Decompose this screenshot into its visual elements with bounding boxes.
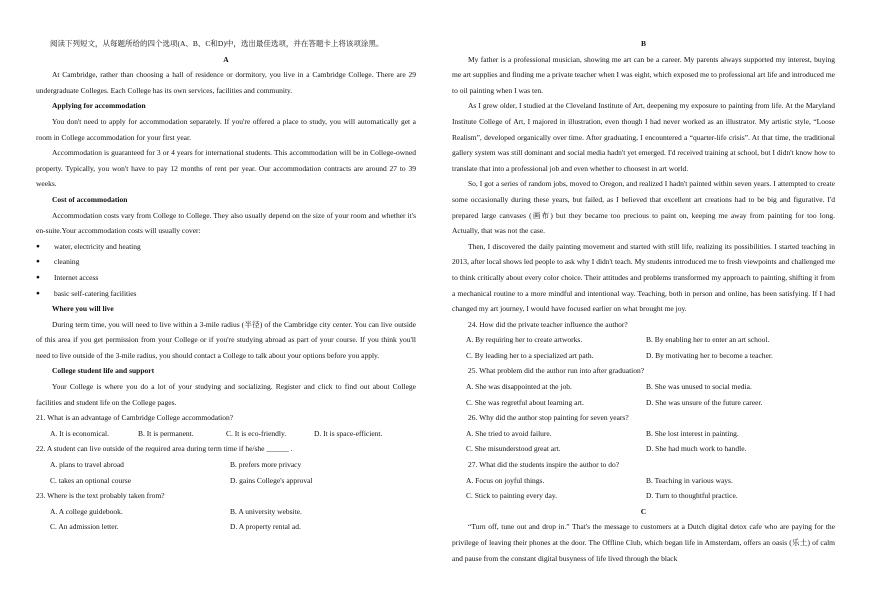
left-column — [36, 36, 416, 535]
option-c: C. She was regretful about learning art. — [466, 397, 584, 407]
option-d: D. By motivating her to become a teacher. — [646, 350, 773, 360]
question-26: 26. Why did the author stop painting for seven years? — [468, 413, 629, 423]
option-a: A. Focus on joyful things. — [466, 475, 545, 485]
question-27: 27. What did the students inspire the author to do? — [468, 460, 620, 470]
question-21-options — [36, 426, 416, 442]
option-d: D. It is space-efficient. — [314, 428, 383, 438]
option-d: D. She had much work to handle. — [646, 444, 747, 454]
instructions: 阅读下列短文，从每题所给的四个选项(A、B、C和D)中，选出最佳选项，并在答题卡上将该项涂黑。 — [50, 39, 384, 48]
heading-where: Where you will live — [52, 304, 114, 314]
question-24-options — [452, 332, 835, 363]
option-d: D. gains College's approval — [230, 475, 313, 485]
option-c: C. By leading her to a specialized art path. — [466, 350, 594, 360]
option-c: C. Stick to painting every day. — [466, 491, 557, 501]
passage-a-para4: Accommodation costs vary from College to College. They also usually depend on the size of your room and whether it's en-suite.Your accommodation costs will usually cover: — [36, 210, 416, 236]
option-b: B. She was unused to social media. — [646, 382, 752, 392]
option-b: B. prefers more privacy — [230, 460, 302, 470]
passage-c-title: C — [640, 506, 647, 516]
option-c: C. She misunderstood great art. — [466, 444, 561, 454]
option-b: B. A university website. — [230, 506, 302, 516]
option-a: A. She was disappointed at the job. — [466, 382, 572, 392]
passage-b-para1: My father is a professional musician, showing me art can be a career. My parents always supported my interest, buying me art supplies and finding me a private teacher when I was eight, which exposed me to professional art life and introduced me to oil painting when I was ten. — [452, 54, 835, 95]
passage-b-para4: Then, I discovered the daily painting movement and started with still life, realizing its possibilities. I started teaching in 2013, after local shows led people to ask why I didn't teach. My students introduced me to fresh viewpoints and challenged me to think critically about every color choice. Their attitudes and problems transformed my approach to painting, shifting it from a mechanical routine to a more mindful and intentional way. Teaching, both in person and online, has been satisfying. If I had changed my art journey, I would have focused earlier on what brought me joy. — [452, 241, 835, 314]
option-a: A. She tried to avoid failure. — [466, 428, 552, 438]
heading-student-life: College student life and support — [52, 366, 155, 376]
list-item: ● Internet access — [36, 270, 416, 286]
question-21: 21. What is an advantage of Cambridge College accommodation? — [36, 413, 234, 423]
passage-a-para2: You don't need to apply for accommodation separately. If you're offered a place to study, you will automatically get a room in College accommodation for your first year. — [36, 116, 416, 142]
passage-a-para1: At Cambridge, rather than choosing a hall of residence or dormitory, you live in a Cambridge College. There are 29 undergraduate Colleges. Each College has its own services, facilities and community. — [36, 70, 416, 95]
option-a: A. A college guidebook. — [50, 506, 123, 516]
option-b: B. She lost interest in painting. — [646, 428, 739, 438]
list-item: ● basic self-catering facilities — [36, 286, 416, 302]
option-a: A. plans to travel abroad — [50, 460, 124, 470]
option-a: A. By requiring her to create artworks. — [466, 335, 583, 345]
option-d: D. She was unsure of the future career. — [646, 397, 763, 407]
question-25-options — [452, 379, 835, 410]
list-item: ● water, electricity and heating — [36, 239, 416, 255]
passage-a-para5: During term time, you will need to live within a 3-mile radius (半径) of the Cambridge city center. You can live outside of this area if you get permission from your College or if you're studying abroad as part of your course. If you think you'll need to live outside of the 3-mile radius, you should contact a College to talk about your options before you apply. — [36, 319, 416, 360]
passage-b-para2: As I grew older, I studied at the Cleveland Institute of Art, deepening my exposure to painting from life. At the Maryland Institute College of Art, I majored in illustration, even though I had never worked as an illustrator. My artistic style, “Loose Realism”, developed organically over time. After graduating, I encountered a “quarter-life crisis”. At that time, the traditional gallery system was still dominant and social media hadn't yet emerged. I'd received training at school, but I didn't know how to translate that into a professional job and even whether to choosest in art world. — [452, 101, 835, 173]
option-b: B. Teaching in various ways. — [646, 475, 733, 485]
heading-cost: Cost of accommodation — [52, 194, 128, 204]
question-25: 25. What problem did the author run into after graduation? — [468, 366, 645, 376]
passage-c-para1: “Turn off, tune out and drop in.” That's the message to customers at a Dutch digital detox cafe who are paying for the privilege of leaving their phones at the door. The Offline Club, which began life in Amsterdam, offers an oasis (乐土) of calm and pause from the constant digital busyness of life lived through the black — [452, 522, 835, 563]
question-27-options — [452, 473, 835, 504]
question-23-options — [36, 504, 416, 535]
question-22-options — [36, 457, 416, 488]
option-b: B. It is permanent. — [138, 428, 194, 438]
question-26-options — [452, 426, 835, 457]
passage-a-para6: Your College is where you do a lot of your studying and socializing. Register and click to find out about College facilities and student life on the College pages. — [36, 382, 416, 407]
option-d: D. Turn to thoughtful practice. — [646, 491, 738, 501]
option-c: C. takes an optional course — [50, 475, 132, 485]
question-23: 23. Where is the text probably taken from? — [36, 491, 165, 501]
passage-b-para3: So, I got a series of random jobs, moved to Oregon, and realized I hadn't painted within seven years. I attempted to create some occasionally during these years, but failed, as I believed that excellent art creations had to be big and figurative. I'd prepared large canvases (画布) but they became too precious to paint on, keeping me away from painting for too long. Actually, that was not the case. — [452, 179, 835, 236]
option-c: C. An admission letter. — [50, 522, 119, 532]
passage-a-para3: Accommodation is guaranteed for 3 or 4 years for international students. This accommodation will be in College-owned property. Typically, you won't have to pay 12 months of rent per year. Our accommodation contracts are around 27 to 39 weeks. — [36, 148, 416, 189]
question-22: 22. A student can live outside of the required area during term time if he/she ______ . — [36, 444, 293, 454]
right-column — [452, 36, 835, 566]
question-24: 24. How did the private teacher influence the author? — [468, 319, 628, 329]
cost-list — [36, 239, 416, 301]
option-c: C. It is eco-friendly. — [226, 428, 287, 438]
passage-a-title: A — [223, 54, 229, 64]
option-a: A. It is economical. — [50, 428, 109, 438]
option-b: B. By enabling her to enter an art school. — [646, 335, 770, 345]
option-d: D. A property rental ad. — [230, 522, 301, 532]
heading-applying: Applying for accommodation — [52, 101, 146, 111]
list-item: ● cleaning — [36, 254, 416, 270]
passage-b-title: B — [640, 39, 646, 48]
